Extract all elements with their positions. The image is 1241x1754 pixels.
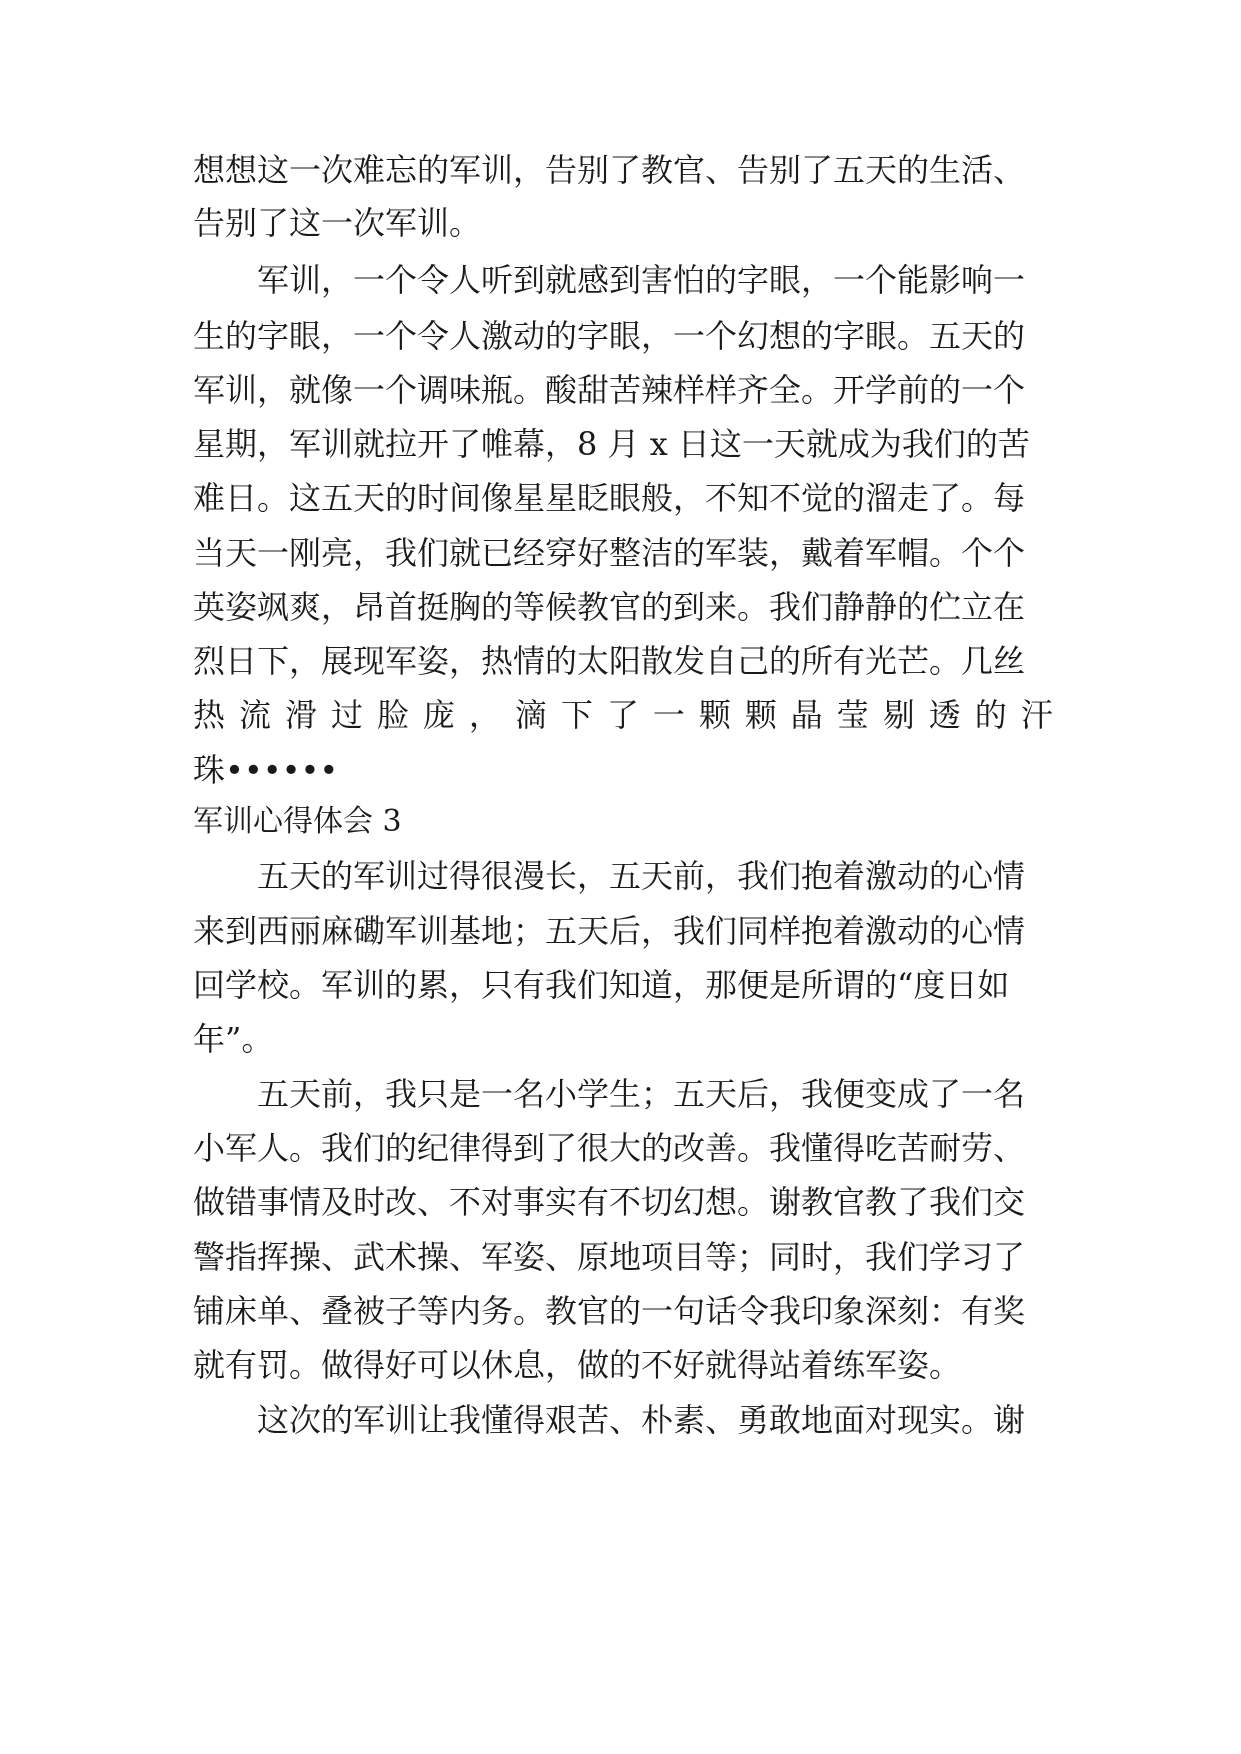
- glyph: 汗: [1020, 696, 1053, 734]
- paragraph-line: 这次的军训让我懂得艰苦、朴素、勇敢地面对现实。谢: [257, 1401, 1026, 1439]
- paragraph-line: 军训，就像一个调味瓶。酸甜苦辣样样齐全。开学前的一个: [193, 371, 1026, 409]
- paragraph-line: 军训，一个令人听到就感到害怕的字眼，一个能影响一: [257, 261, 1026, 299]
- glyph: 颗: [698, 696, 731, 734]
- paragraph-line: 星期，军训就拉开了帷幕，8 月 x 日这一天就成为我们的苦: [193, 425, 1030, 463]
- glyph: 脸: [376, 696, 409, 734]
- paragraph-line: 年”。: [193, 1020, 274, 1058]
- glyph: 剔: [882, 696, 915, 734]
- glyph: 晶: [790, 696, 823, 734]
- glyph: 透: [928, 696, 961, 734]
- paragraph-line: 告别了这一次军训。: [193, 204, 482, 242]
- paragraph-line: 做错事情及时改、不对事实有不切幻想。谢教官教了我们交: [193, 1183, 1026, 1221]
- paragraph-line: 想想这一次难忘的军训，告别了教官、告别了五天的生活、: [193, 151, 1026, 189]
- paragraph-line: 小军人。我们的纪律得到了很大的改善。我懂得吃苦耐劳、: [193, 1129, 1026, 1167]
- paragraph-line-justified: [193, 695, 1053, 735]
- paragraph-line: 英姿飒爽，昂首挺胸的等候教官的到来。我们静静的伫立在: [193, 588, 1026, 626]
- paragraph-line: 难日。这五天的时间像星星眨眼般，不知不觉的溜走了。每: [193, 479, 1026, 517]
- glyph: 了: [606, 696, 639, 734]
- paragraph-line: 来到西丽麻磡军训基地；五天后，我们同样抱着激动的心情: [193, 912, 1026, 950]
- glyph: 过: [330, 696, 363, 734]
- glyph: 庞: [422, 696, 455, 734]
- paragraph-line: 五天的军训过得很漫长，五天前，我们抱着激动的心情: [257, 857, 1026, 895]
- paragraph-line: 警指挥操、武术操、军姿、原地项目等；同时，我们学习了: [193, 1238, 1026, 1276]
- paragraph-line: 就有罚。做得好可以休息，做的不好就得站着练军姿。: [193, 1346, 962, 1384]
- glyph: ，: [468, 696, 501, 734]
- paragraph-line: 生的字眼，一个令人激动的字眼，一个幻想的字眼。五天的: [193, 317, 1026, 355]
- paragraph-line: 铺床单、叠被子等内务。教官的一句话令我印象深刻：有奖: [193, 1292, 1026, 1330]
- glyph: 滑: [284, 696, 317, 734]
- glyph: 的: [974, 696, 1007, 734]
- glyph: 流: [238, 696, 271, 734]
- glyph: 一: [652, 696, 685, 734]
- section-heading: 军训心得体会 3: [193, 804, 402, 839]
- paragraph-line: 回学校。军训的累，只有我们知道，那便是所谓的“度日如: [193, 966, 1010, 1004]
- glyph: 莹: [836, 696, 869, 734]
- glyph: 热: [193, 696, 226, 734]
- glyph: 颗: [744, 696, 777, 734]
- paragraph-line: 珠••••••: [193, 751, 339, 789]
- paragraph-line: 烈日下，展现军姿，热情的太阳散发自己的所有光芒。几丝: [193, 642, 1026, 680]
- glyph: 滴: [514, 696, 547, 734]
- paragraph-line: 当天一刚亮，我们就已经穿好整洁的军装，戴着军帽。个个: [193, 534, 1026, 572]
- paragraph-line: 五天前，我只是一名小学生；五天后，我便变成了一名: [257, 1075, 1026, 1113]
- glyph: 下: [560, 696, 593, 734]
